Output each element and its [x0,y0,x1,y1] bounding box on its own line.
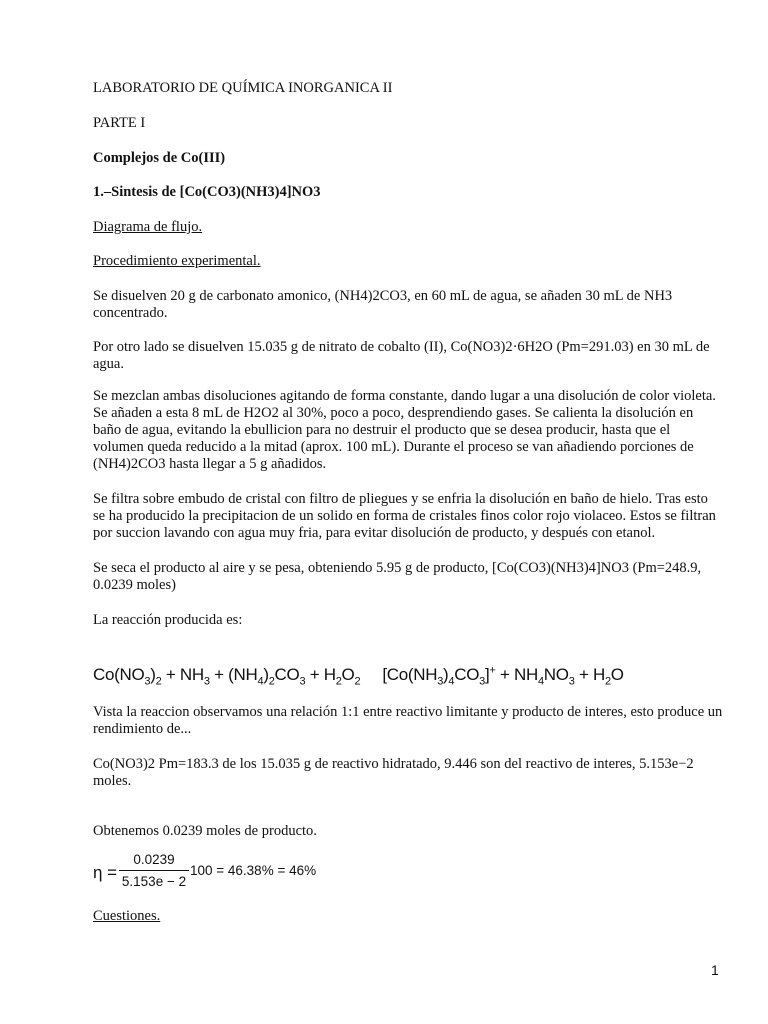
eta-symbol: η = [93,863,118,882]
page-number: 1 [711,962,719,978]
fraction-numerator: 0.0239 [133,852,175,867]
subsection-title: 1.–Sintesis de [Co(CO3)(NH3)4]NO3 [93,184,321,200]
section-title: Complejos de Co(III) [93,150,226,166]
questions-heading: Cuestiones. [93,908,161,924]
paragraph-5: Se seca el producto al aire y se pesa, obteniendo 5.95 g de producto, [Co(CO3)(NH3)4]NO3 (Pm=248.9, 0.0239 moles) [93,560,702,593]
document-title: LABORATORIO DE QUÍMICA INORGANICA II [93,80,393,96]
eq-products: $[Co(NH_3)_4CO_3]^+ + NH_4NO_3 + H_2O$ [382,664,624,688]
reaction-equation [93,664,624,687]
paragraph-2: Por otro lado se disuelven 15.035 g de nitrato de cobalto (II), Co(NO3)2·6H2O (Pm=291.03) en 30 mL de agua. [93,339,710,372]
eq-reactants: $Co(NO_3)_2 + NH_3 + (NH_4)_2CO_3 + H_2O_2$ [93,664,361,688]
fraction-denominator: 5.153e − 2 [121,874,187,889]
paragraph-4: Se filtra sobre embudo de cristal con filtro de pliegues y se enfria la disolución en baño de hielo. Tras esto se ha producido la precipitacion de un solido en forma de cristales finos color rojo violaceo. Estos se filtran por succion lavando con agua muy fria, para evitar disolución de producto, y después con etanol. [93,491,716,541]
yield-result: 100 = 46.38% = 46% [190,863,317,878]
part-heading: PARTE I [93,115,146,131]
flow-diagram-heading: Diagrama de flujo. [93,219,203,235]
paragraph-7: Vista la reaccion observamos una relación 1:1 entre reactivo limitante y producto de interes, esto produce un rendimiento de... [93,704,723,737]
paragraph-3: Se mezclan ambas disoluciones agitando de forma constante, dando lugar a una disolución de color violeta. Se añaden a esta 8 mL de H2O2 al 30%, poco a poco, desprendiendo gases. Se calienta la disolución en baño de agua, evitando la ebullicion para no destruir el producto que se desea producir, hasta que el volumen queda reducido a la mitad (aprox. 100 mL). Durante el proceso se van añadiendo porciones de (NH4)2CO3 hasta llegar a 5 g añadidos. [93,388,716,472]
paragraph-8: Co(NO3)2 Pm=183.3 de los 15.035 g de reactivo hidratado, 9.446 son del reactivo de interes, 5.153e−2 moles. [93,756,694,789]
procedure-heading: Procedimiento experimental. [93,253,261,269]
paragraph-9: Obtenemos 0.0239 moles de producto. [93,823,317,839]
paragraph-6: La reacción producida es: [93,612,243,628]
paragraph-1: Se disuelven 20 g de carbonato amonico, (NH4)2CO3, en 60 mL de agua, se añaden 30 mL de NH3 concentrado. [93,288,673,321]
fraction-line [119,870,189,871]
